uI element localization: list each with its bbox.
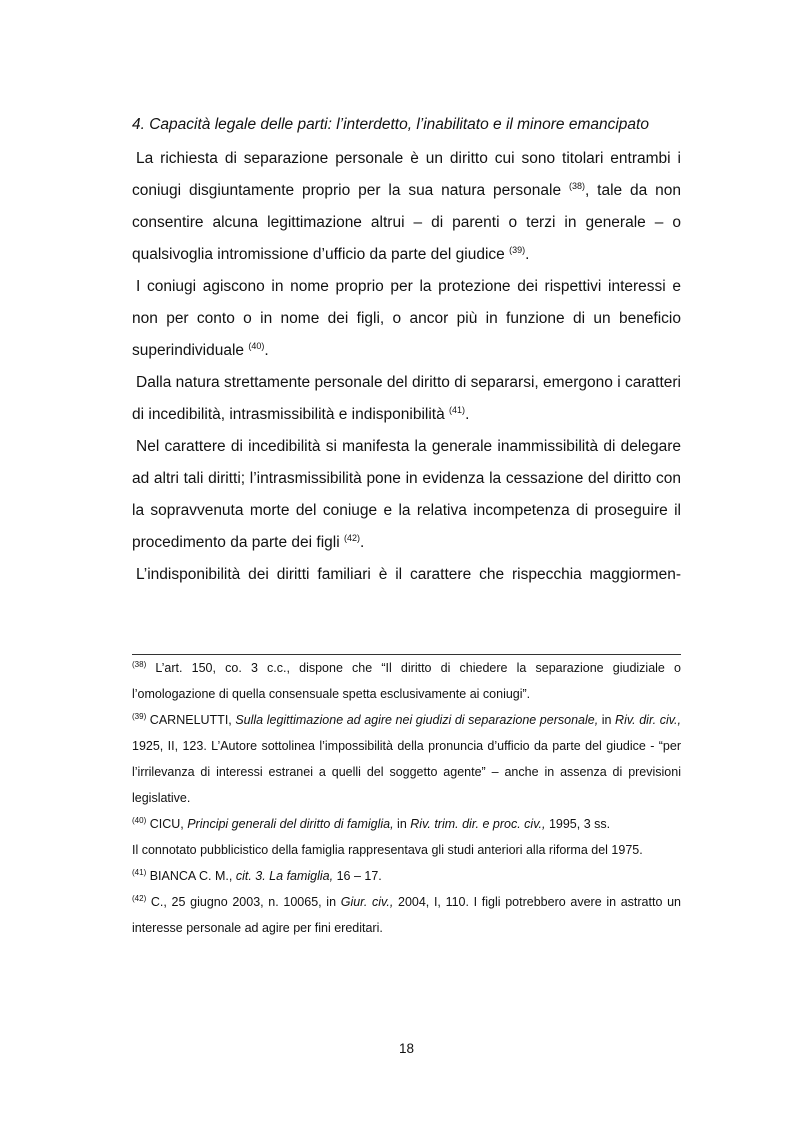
citation-title: Principi generali del diritto di famiglia, [187,817,394,831]
footnote-text: CICU, [146,817,188,831]
paragraph-2 [132,271,681,367]
footnote-text: 2004, I, 110. I figli potrebbero avere in astratto un interesse personale ad agire per fini ereditari. [132,895,681,935]
footnote-text: in [598,713,616,727]
citation-title: cit. 3. La famiglia, [235,869,334,883]
footnote-item [132,811,681,837]
citation-title: Giur. civ., [340,895,394,909]
citation-title: Riv. dir. civ., [615,713,681,727]
footnote-ref-38[interactable]: (38) [568,180,585,191]
body-text [132,143,681,591]
citation-title: Sulla legittimazione ad agire nei giudizi di separazione personale, [235,713,599,727]
paragraph-text: La richiesta di separazione personale è un diritto cui sono titolari entrambi i coniugi disgiuntamente proprio per la sua natura personale [132,150,681,199]
footnote-number: (40) [132,815,147,825]
footnote-number: (39) [132,711,147,721]
footnote-number: (42) [132,893,147,903]
paragraph-text: L’indisponibilità dei diritti familiari è il carattere che rispecchia maggiormen- [136,566,681,583]
footnote-text: in [393,817,411,831]
footnote-text: C., 25 giugno 2003, n. 10065, in [146,895,341,909]
paragraph-4 [132,431,681,559]
footnote-ref-39[interactable]: (39) [509,244,526,255]
page-number: 18 [398,1041,415,1056]
paragraph-text: Nel carattere di incedibilità si manifesta la generale inammissibilità di delegare ad altri tali diritti; l’intrasmissibilità pone in evidenza la cessazione del diritto con la sopravvenuta morte del coniuge e la relativa incompetenza di proseguire il procedimento da parte dei figli [132,438,681,551]
paragraph-3 [132,367,681,431]
footnote-number: (38) [132,659,147,669]
footnote-text: 1925, II, 123. L’Autore sottolinea l’impossibilità della pronuncia d’ufficio da parte del giudice - “per l’irrilevanza di interessi estranei a quelli del soggetto agente” – anche in assenza di previsioni legislative. [132,739,681,805]
paragraph-text: Dalla natura strettamente personale del diritto di separarsi, emergono i caratteri di incedibilità, intrasmissibilità e indisponibilità [132,374,681,423]
footnote-text: 1995, 3 ss. [545,817,611,831]
paragraph-1 [132,143,681,271]
paragraph-5 [132,559,681,591]
footnote-item [132,707,681,811]
paragraph-text: , tale da non consentire alcuna legittimazione altrui – di parenti o terzi in generale – o qualsivoglia intromissione d’ufficio da parte del giudice [132,182,681,263]
footnote-item [132,863,681,889]
footnote-item [132,655,681,707]
footnotes [132,655,681,941]
footnote-text: 16 – 17. [333,869,382,883]
footnote-ref-42[interactable]: (42) [343,532,360,543]
citation-title: Riv. trim. dir. e proc. civ., [410,817,546,831]
footnote-item [132,889,681,941]
footnote-number: (41) [132,867,147,877]
paragraph-text: . [465,406,470,423]
section-heading: 4. Capacità legale delle parti: l’interdetto, l’inabilitato e il minore emancipato [132,116,649,133]
paragraph-text: . [359,534,365,551]
footnote-ref-40[interactable]: (40) [248,340,265,351]
footnote-text: CARNELUTTI, [146,713,236,727]
footnote-text: L’art. 150, co. 3 c.c., dispone che “Il diritto di chiedere la separazione giudiziale o l’omologazione di quella consensuale spetta esclusivamente ai coniugi”. [132,661,681,701]
paragraph-text: . [525,246,530,263]
document-page [132,0,681,1123]
paragraph-text: I coniugi agiscono in nome proprio per la protezione dei rispettivi interessi e non per conto o in nome dei figli, o ancor più in funzione di un beneficio superindividuale [132,278,681,359]
paragraph-text: . [264,342,269,359]
footnote-item [132,837,681,863]
footnote-ref-41[interactable]: (41) [449,404,466,415]
footnote-text: Il connotato pubblicistico della famiglia rappresentava gli studi anteriori alla riforma del 1975. [132,843,643,857]
footnote-text: BIANCA C. M., [146,869,236,883]
